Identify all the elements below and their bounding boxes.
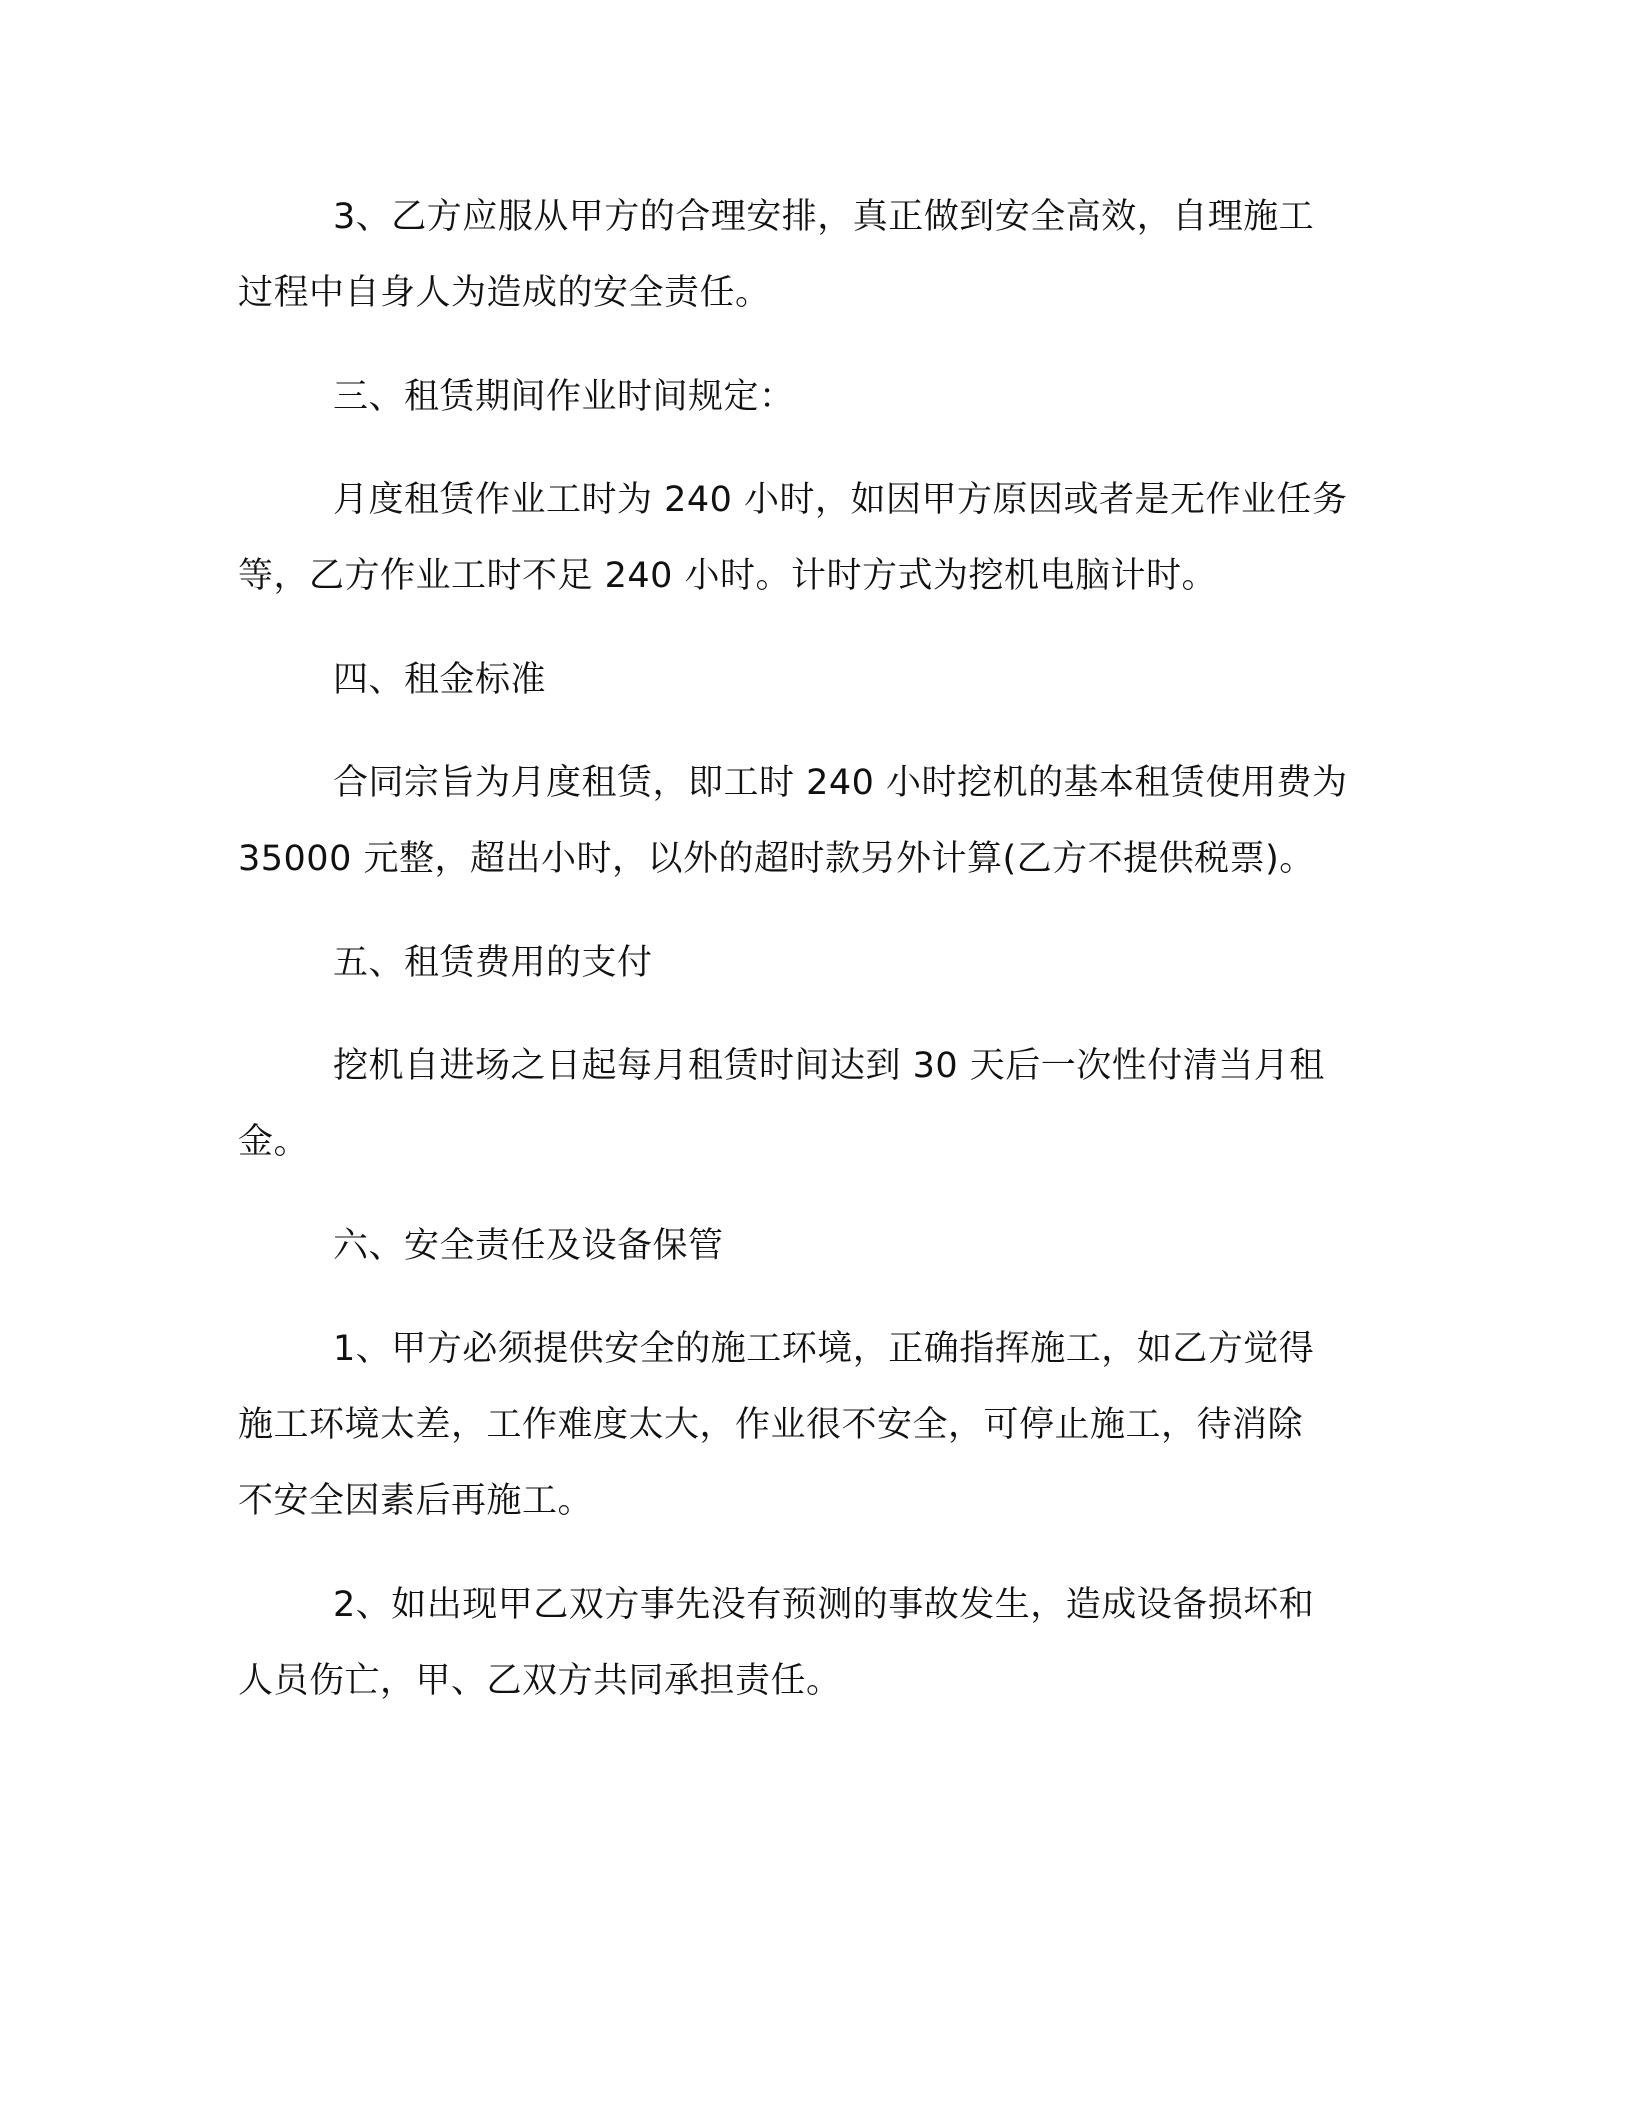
paragraph-line: 不安全因素后再施工。	[238, 1481, 594, 1521]
paragraph-line: 人员伤亡，甲、乙双方共同承担责任。	[238, 1661, 842, 1701]
paragraph-line: 2、如出现甲乙双方事先没有预测的事故发生，造成设备损坏和	[333, 1585, 1315, 1625]
section-heading: 六、安全责任及设备保管	[333, 1226, 724, 1266]
paragraph-line: 合同宗旨为月度租赁，即工时 240 小时挖机的基本租赁使用费为	[333, 763, 1348, 803]
section-heading: 三、租赁期间作业时间规定：	[333, 377, 795, 417]
paragraph-line: 金。	[238, 1122, 310, 1162]
section-heading: 四、租金标准	[333, 660, 547, 700]
section-heading: 五、租赁费用的支付	[333, 943, 653, 983]
paragraph-line: 过程中自身人为造成的安全责任。	[238, 273, 771, 313]
paragraph-line: 等，乙方作业工时不足 240 小时。计时方式为挖机电脑计时。	[238, 556, 1218, 596]
paragraph-line: 1、甲方必须提供安全的施工环境，正确指挥施工，如乙方觉得	[333, 1329, 1315, 1369]
paragraph-line: 35000 元整，超出小时，以外的超时款另外计算(乙方不提供税票)。	[238, 839, 1315, 879]
paragraph-line: 3、乙方应服从甲方的合理安排，真正做到安全高效，自理施工	[333, 197, 1315, 237]
paragraph-line: 施工环境太差，工作难度太大，作业很不安全，可停止施工，待消除	[238, 1405, 1304, 1445]
paragraph-line: 月度租赁作业工时为 240 小时，如因甲方原因或者是无作业任务	[333, 480, 1348, 520]
paragraph-line: 挖机自进场之日起每月租赁时间达到 30 天后一次性付清当月租	[333, 1046, 1325, 1086]
